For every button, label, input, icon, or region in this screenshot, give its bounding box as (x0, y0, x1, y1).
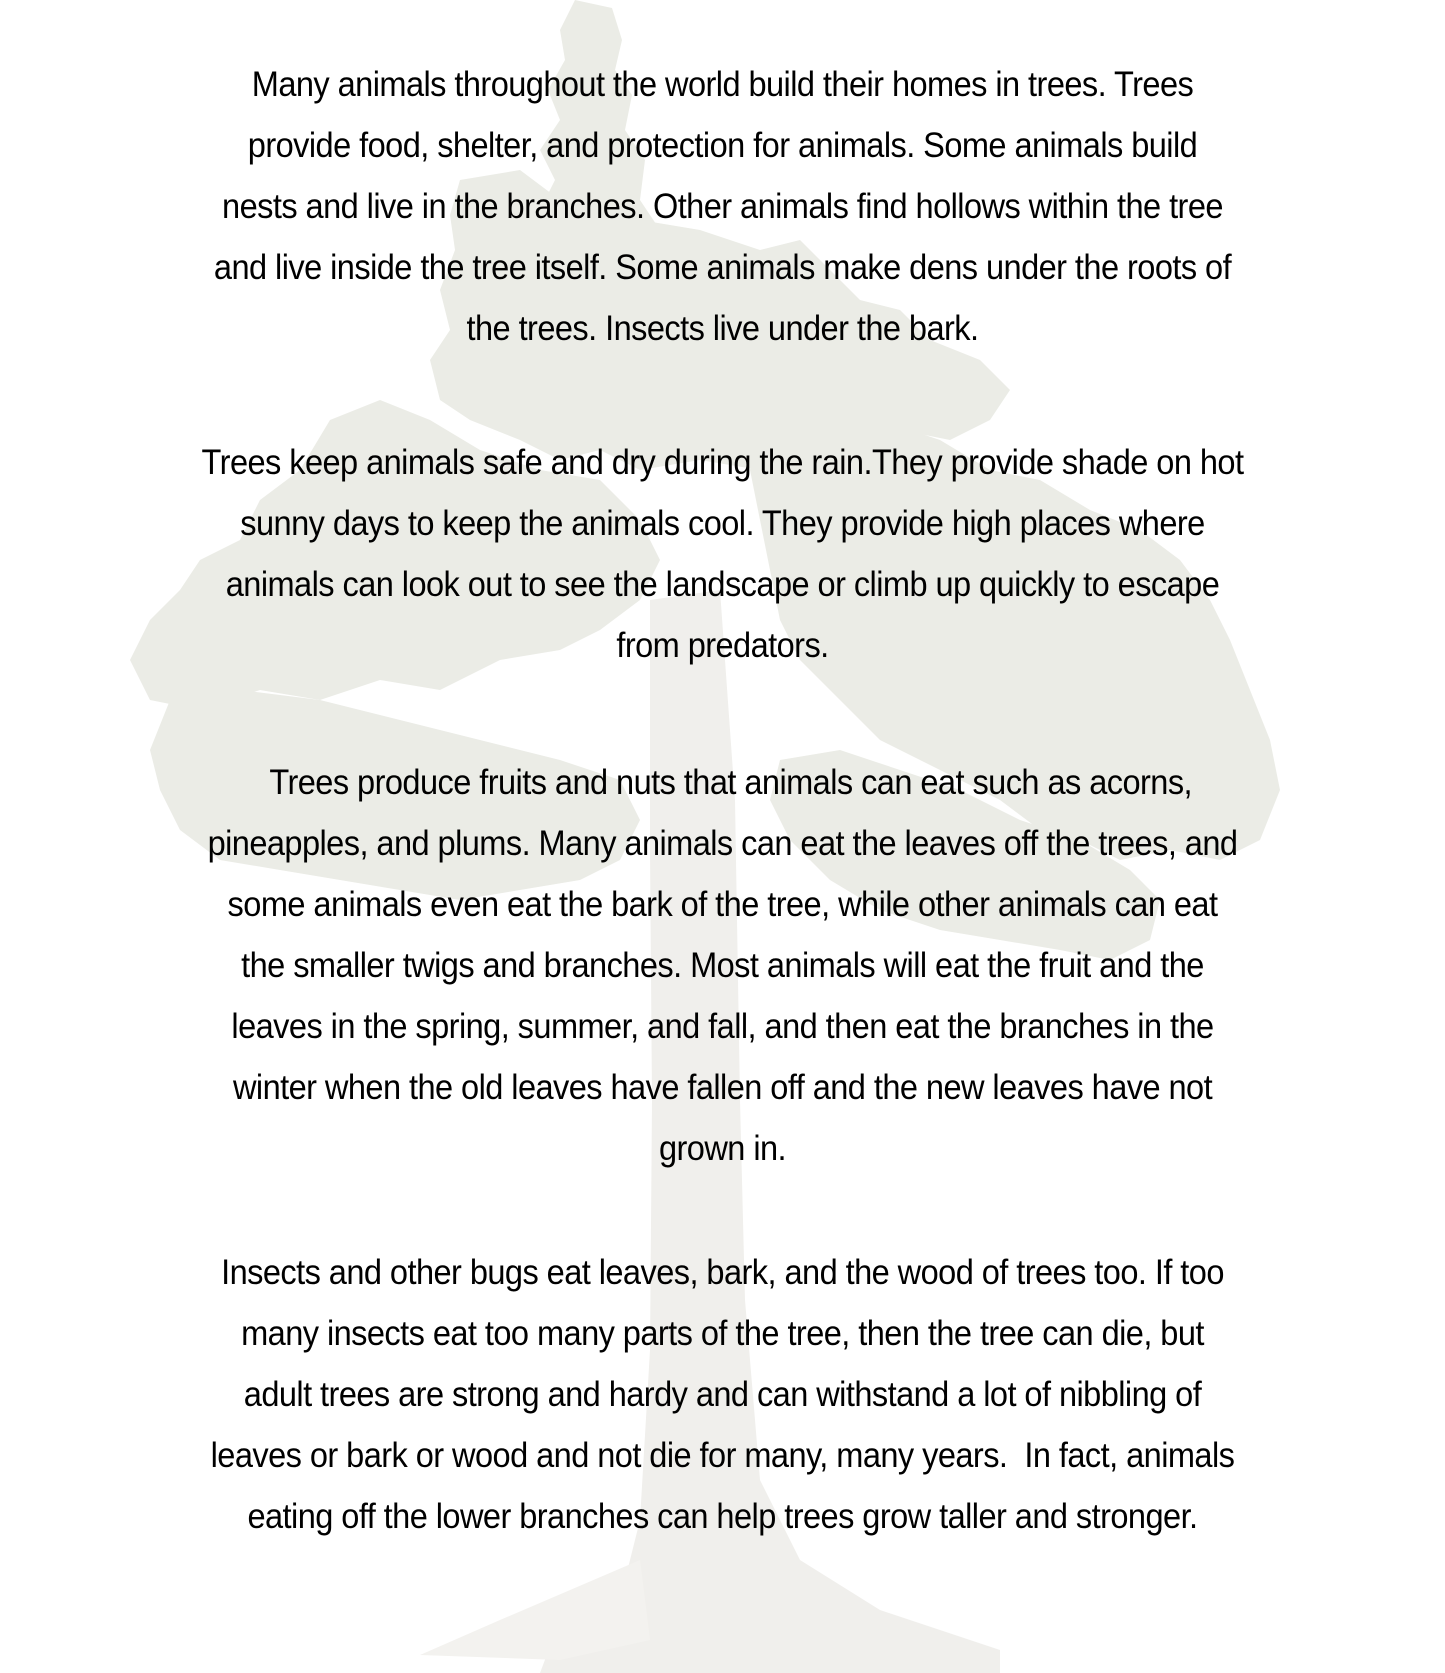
text-line: provide food, shelter, and protection for animals. Some animals build (247, 126, 1198, 165)
text-line: pineapples, and plums. Many animals can eat the leaves off the trees, and (207, 824, 1238, 863)
text-line: leaves or bark or wood and not die for many, many years. In fact, animals (210, 1436, 1235, 1475)
text-line: Trees produce fruits and nuts that animals can eat such as acorns, (252, 763, 1193, 802)
text-line: sunny days to keep the animals cool. They provide high places where (240, 504, 1205, 543)
text-line: grown in. (658, 1129, 787, 1168)
text-line: nests and live in the branches. Other animals find hollows within the tree (222, 187, 1223, 226)
text-line: animals can look out to see the landscape or climb up quickly to escape (225, 565, 1220, 604)
text-line: Insects and other bugs eat leaves, bark, and the wood of trees too. If too (221, 1253, 1224, 1292)
text-line: the trees. Insects live under the bark. (466, 309, 979, 348)
paragraph-insects-and-trees (88, 1242, 1357, 1547)
text-line: the smaller twigs and branches. Most animals will eat the fruit and the (241, 946, 1204, 985)
text-line: Trees keep animals safe and dry during the rain.They provide shade on hot (201, 443, 1244, 482)
text-line: Many animals throughout the world build their homes in trees. Trees (251, 65, 1194, 104)
paragraph-safety-and-shade (88, 432, 1357, 676)
text-line: adult trees are strong and hardy and can withstand a lot of nibbling of (243, 1375, 1202, 1414)
text-line: and live inside the tree itself. Some animals make dens under the roots of (213, 248, 1232, 287)
text-line: some animals even eat the bark of the tree, while other animals can eat (227, 885, 1218, 924)
text-line: winter when the old leaves have fallen off and the new leaves have not (232, 1068, 1213, 1107)
text-line: many insects eat too many parts of the tree, then the tree can die, but (241, 1314, 1204, 1353)
text-line: from predators. (616, 626, 829, 665)
text-line: leaves in the spring, summer, and fall, and then eat the branches in the (231, 1007, 1214, 1046)
paragraph-homes-in-trees (88, 54, 1357, 359)
paragraph-food-from-trees (88, 752, 1357, 1179)
text-line: eating off the lower branches can help trees grow taller and stronger. (247, 1497, 1198, 1536)
